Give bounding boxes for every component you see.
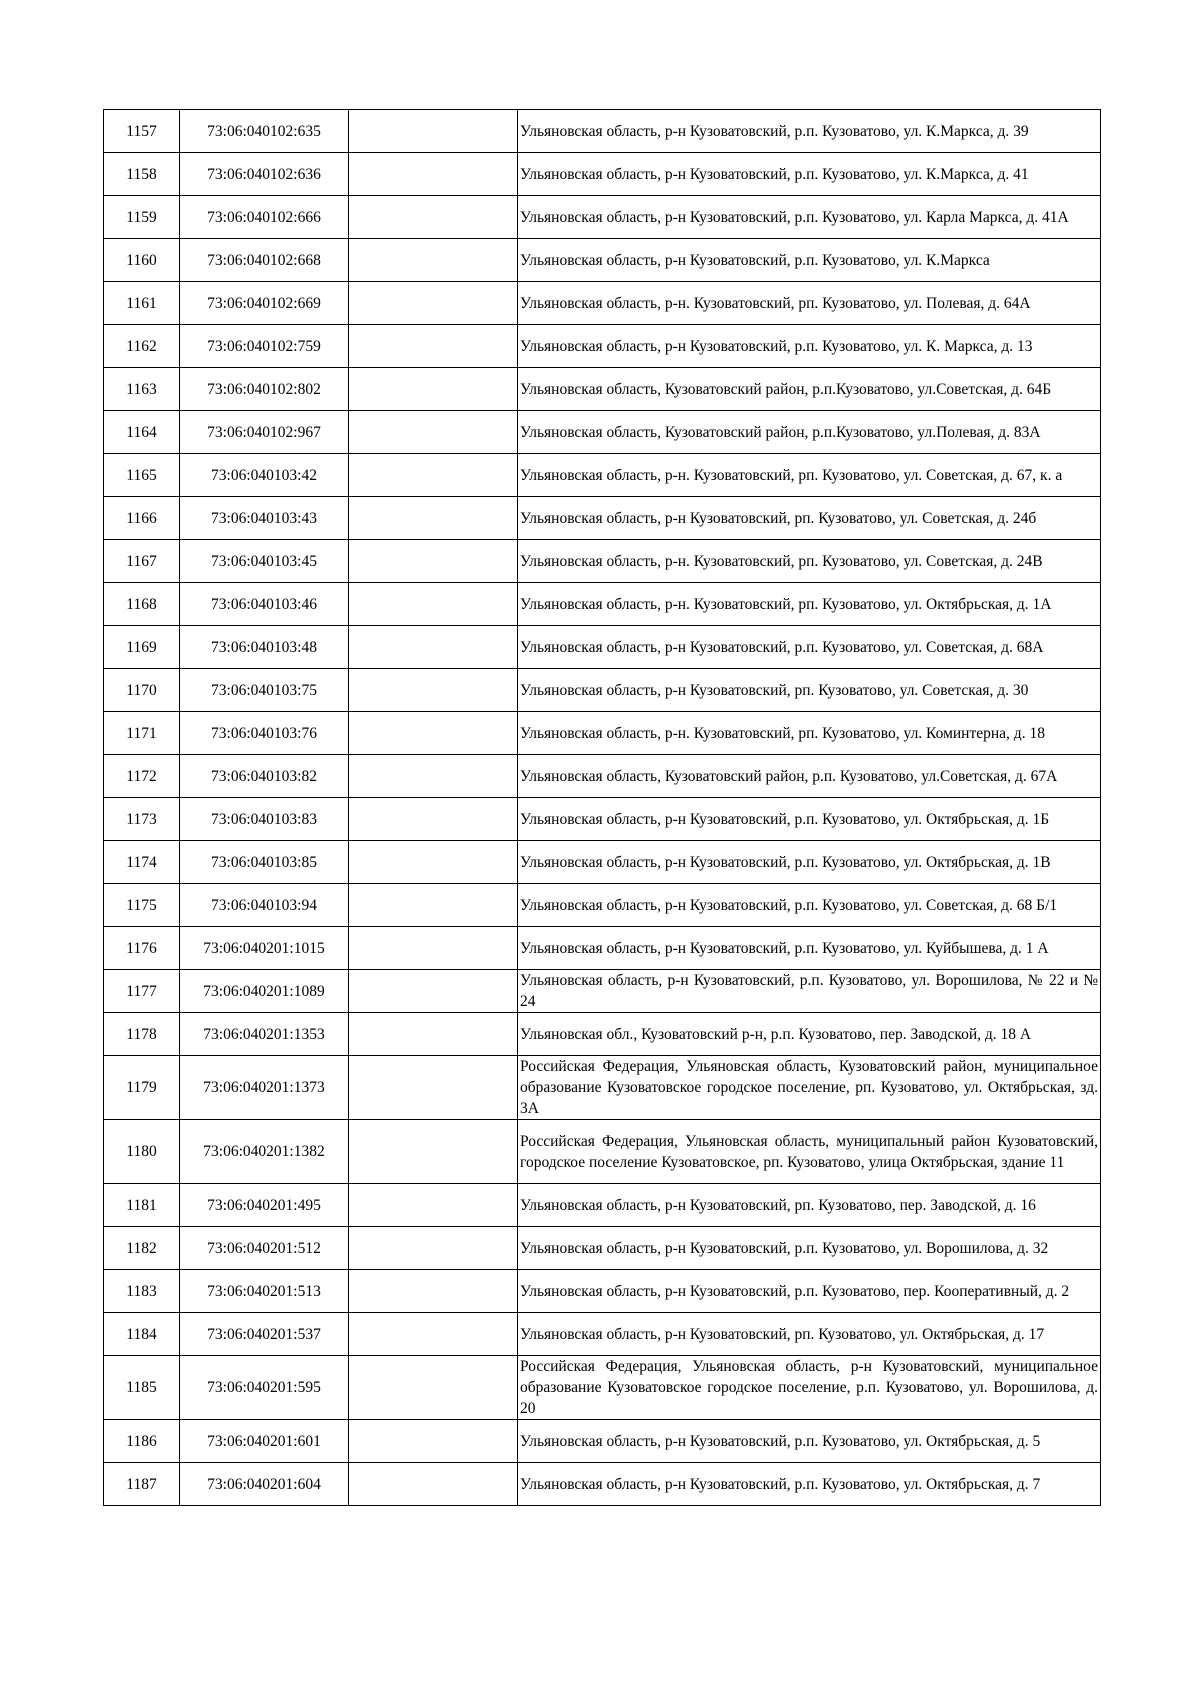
- cadastral-number-cell: 73:06:040103:46: [180, 583, 349, 626]
- table-row: [104, 1120, 1101, 1184]
- empty-cell: [349, 411, 518, 454]
- cadastral-number-cell: 73:06:040103:83: [180, 798, 349, 841]
- empty-cell: [349, 454, 518, 497]
- table-row: [104, 1227, 1101, 1270]
- address-cell: Ульяновская область, р-н Кузоватовский, р.п. Кузоватово, ул. Карла Маркса, д. 41А: [518, 196, 1101, 239]
- row-number-cell: 1174: [104, 841, 180, 884]
- table-row: [104, 841, 1101, 884]
- row-number-cell: 1175: [104, 884, 180, 927]
- cadastral-number-cell: 73:06:040201:595: [180, 1356, 349, 1420]
- address-cell: Ульяновская область, р-н Кузоватовский, р.п. Кузоватово, ул. К.Маркса, д. 39: [518, 110, 1101, 153]
- table-row: [104, 1056, 1101, 1120]
- table-row: [104, 583, 1101, 626]
- table-row: [104, 282, 1101, 325]
- table-row: [104, 626, 1101, 669]
- address-cell: Ульяновская область, р-н Кузоватовский, р.п. Кузоватово, ул. Советская, д. 68А: [518, 626, 1101, 669]
- empty-cell: [349, 798, 518, 841]
- address-cell: Ульяновская область, Кузоватовский район, р.п.Кузоватово, ул.Полевая, д. 83А: [518, 411, 1101, 454]
- row-number-cell: 1167: [104, 540, 180, 583]
- row-number-cell: 1179: [104, 1056, 180, 1120]
- property-table: [103, 109, 1101, 1506]
- table-row: [104, 1463, 1101, 1506]
- empty-cell: [349, 540, 518, 583]
- row-number-cell: 1163: [104, 368, 180, 411]
- empty-cell: [349, 1313, 518, 1356]
- table-row: [104, 1270, 1101, 1313]
- table-row: [104, 1356, 1101, 1420]
- row-number-cell: 1180: [104, 1120, 180, 1184]
- address-cell: Ульяновская область, р-н Кузоватовский, р.п. Кузоватово, ул. Октябрьская, д. 1В: [518, 841, 1101, 884]
- row-number-cell: 1158: [104, 153, 180, 196]
- cadastral-number-cell: 73:06:040103:82: [180, 755, 349, 798]
- address-cell: Ульяновская область, р-н Кузоватовский, р.п. Кузоватово, пер. Кооперативный, д. 2: [518, 1270, 1101, 1313]
- cadastral-number-cell: 73:06:040102:759: [180, 325, 349, 368]
- address-cell: Ульяновская область, Кузоватовский район, р.п. Кузоватово, ул.Советская, д. 67А: [518, 755, 1101, 798]
- empty-cell: [349, 1013, 518, 1056]
- row-number-cell: 1169: [104, 626, 180, 669]
- cadastral-number-cell: 73:06:040201:1353: [180, 1013, 349, 1056]
- address-cell: Ульяновская область, р-н Кузоватовский, р.п. Кузоватово, ул. К.Маркса: [518, 239, 1101, 282]
- empty-cell: [349, 110, 518, 153]
- empty-cell: [349, 1270, 518, 1313]
- row-number-cell: 1165: [104, 454, 180, 497]
- property-table-body: [104, 110, 1101, 1506]
- cadastral-number-cell: 73:06:040201:601: [180, 1420, 349, 1463]
- address-cell: Ульяновская область, р-н Кузоватовский, рп. Кузоватово, ул. Советская, д. 24б: [518, 497, 1101, 540]
- address-cell: Ульяновская область, р-н Кузоватовский, р.п. Кузоватово, ул. К. Маркса, д. 13: [518, 325, 1101, 368]
- row-number-cell: 1157: [104, 110, 180, 153]
- row-number-cell: 1177: [104, 970, 180, 1013]
- empty-cell: [349, 497, 518, 540]
- address-cell: Ульяновская область, р-н Кузоватовский, р.п. Кузоватово, ул. Ворошилова, № 22 и № 24: [518, 970, 1101, 1013]
- empty-cell: [349, 755, 518, 798]
- empty-cell: [349, 368, 518, 411]
- table-row: [104, 712, 1101, 755]
- empty-cell: [349, 669, 518, 712]
- cadastral-number-cell: 73:06:040201:1373: [180, 1056, 349, 1120]
- row-number-cell: 1168: [104, 583, 180, 626]
- cadastral-number-cell: 73:06:040103:45: [180, 540, 349, 583]
- cadastral-number-cell: 73:06:040102:636: [180, 153, 349, 196]
- empty-cell: [349, 1056, 518, 1120]
- empty-cell: [349, 712, 518, 755]
- cadastral-number-cell: 73:06:040102:666: [180, 196, 349, 239]
- cadastral-number-cell: 73:06:040103:48: [180, 626, 349, 669]
- address-cell: Ульяновская область, р-н. Кузоватовский, рп. Кузоватово, ул. Советская, д. 24В: [518, 540, 1101, 583]
- address-cell: Российская Федерация, Ульяновская область, р-н Кузоватовский, муниципальное образование Кузоватовское городское поселение, р.п. Кузоватово, ул. Ворошилова, д. 20: [518, 1356, 1101, 1420]
- cadastral-number-cell: 73:06:040103:43: [180, 497, 349, 540]
- table-row: [104, 669, 1101, 712]
- table-row: [104, 927, 1101, 970]
- row-number-cell: 1173: [104, 798, 180, 841]
- row-number-cell: 1187: [104, 1463, 180, 1506]
- empty-cell: [349, 626, 518, 669]
- table-row: [104, 1420, 1101, 1463]
- document-page: [103, 109, 1100, 1506]
- empty-cell: [349, 1227, 518, 1270]
- row-number-cell: 1161: [104, 282, 180, 325]
- address-cell: Ульяновская область, р-н. Кузоватовский, рп. Кузоватово, ул. Коминтерна, д. 18: [518, 712, 1101, 755]
- cadastral-number-cell: 73:06:040103:85: [180, 841, 349, 884]
- address-cell: Ульяновская область, р-н Кузоватовский, р.п. Кузоватово, ул. К.Маркса, д. 41: [518, 153, 1101, 196]
- table-row: [104, 1313, 1101, 1356]
- address-cell: Ульяновская область, Кузоватовский район, р.п.Кузоватово, ул.Советская, д. 64Б: [518, 368, 1101, 411]
- cadastral-number-cell: 73:06:040103:76: [180, 712, 349, 755]
- cadastral-number-cell: 73:06:040201:604: [180, 1463, 349, 1506]
- table-row: [104, 153, 1101, 196]
- empty-cell: [349, 841, 518, 884]
- empty-cell: [349, 1356, 518, 1420]
- address-cell: Ульяновская область, р-н. Кузоватовский, рп. Кузоватово, ул. Советская, д. 67, к. а: [518, 454, 1101, 497]
- address-cell: Российская Федерация, Ульяновская область, муниципальный район Кузоватовский, городское поселение Кузоватовское, рп. Кузоватово, улица Октябрьская, здание 11: [518, 1120, 1101, 1184]
- cadastral-number-cell: 73:06:040201:1089: [180, 970, 349, 1013]
- empty-cell: [349, 1463, 518, 1506]
- empty-cell: [349, 884, 518, 927]
- table-row: [104, 798, 1101, 841]
- table-row: [104, 1184, 1101, 1227]
- empty-cell: [349, 1420, 518, 1463]
- cadastral-number-cell: 73:06:040102:669: [180, 282, 349, 325]
- address-cell: Ульяновская обл., Кузоватовский р-н, р.п. Кузоватово, пер. Заводской, д. 18 А: [518, 1013, 1101, 1056]
- row-number-cell: 1166: [104, 497, 180, 540]
- address-cell: Ульяновская область, р-н Кузоватовский, рп. Кузоватово, ул. Октябрьская, д. 17: [518, 1313, 1101, 1356]
- empty-cell: [349, 239, 518, 282]
- address-cell: Ульяновская область, р-н Кузоватовский, р.п. Кузоватово, ул. Октябрьская, д. 5: [518, 1420, 1101, 1463]
- row-number-cell: 1164: [104, 411, 180, 454]
- table-row: [104, 110, 1101, 153]
- address-cell: Ульяновская область, р-н Кузоватовский, р.п. Кузоватово, ул. Октябрьская, д. 7: [518, 1463, 1101, 1506]
- table-row: [104, 497, 1101, 540]
- address-cell: Ульяновская область, р-н Кузоватовский, рп. Кузоватово, пер. Заводской, д. 16: [518, 1184, 1101, 1227]
- table-row: [104, 196, 1101, 239]
- empty-cell: [349, 153, 518, 196]
- row-number-cell: 1172: [104, 755, 180, 798]
- table-row: [104, 884, 1101, 927]
- address-cell: Российская Федерация, Ульяновская область, Кузоватовский район, муниципальное образование Кузоватовское городское поселение, рп. Кузоватово, ул. Октябрьская, зд. 3А: [518, 1056, 1101, 1120]
- cadastral-number-cell: 73:06:040102:668: [180, 239, 349, 282]
- row-number-cell: 1183: [104, 1270, 180, 1313]
- address-cell: Ульяновская область, р-н Кузоватовский, р.п. Кузоватово, ул. Ворошилова, д. 32: [518, 1227, 1101, 1270]
- row-number-cell: 1170: [104, 669, 180, 712]
- table-row: [104, 540, 1101, 583]
- cadastral-number-cell: 73:06:040103:94: [180, 884, 349, 927]
- row-number-cell: 1185: [104, 1356, 180, 1420]
- table-row: [104, 368, 1101, 411]
- table-row: [104, 239, 1101, 282]
- cadastral-number-cell: 73:06:040103:42: [180, 454, 349, 497]
- cadastral-number-cell: 73:06:040201:512: [180, 1227, 349, 1270]
- row-number-cell: 1182: [104, 1227, 180, 1270]
- address-cell: Ульяновская область, р-н. Кузоватовский, рп. Кузоватово, ул. Полевая, д. 64А: [518, 282, 1101, 325]
- table-row: [104, 970, 1101, 1013]
- cadastral-number-cell: 73:06:040201:537: [180, 1313, 349, 1356]
- row-number-cell: 1184: [104, 1313, 180, 1356]
- cadastral-number-cell: 73:06:040201:513: [180, 1270, 349, 1313]
- cadastral-number-cell: 73:06:040102:802: [180, 368, 349, 411]
- row-number-cell: 1181: [104, 1184, 180, 1227]
- empty-cell: [349, 583, 518, 626]
- table-row: [104, 454, 1101, 497]
- address-cell: Ульяновская область, р-н Кузоватовский, рп. Кузоватово, ул. Советская, д. 30: [518, 669, 1101, 712]
- table-row: [104, 411, 1101, 454]
- row-number-cell: 1159: [104, 196, 180, 239]
- empty-cell: [349, 1184, 518, 1227]
- row-number-cell: 1160: [104, 239, 180, 282]
- empty-cell: [349, 1120, 518, 1184]
- cadastral-number-cell: 73:06:040201:495: [180, 1184, 349, 1227]
- cadastral-number-cell: 73:06:040102:967: [180, 411, 349, 454]
- empty-cell: [349, 927, 518, 970]
- table-row: [104, 755, 1101, 798]
- empty-cell: [349, 196, 518, 239]
- row-number-cell: 1171: [104, 712, 180, 755]
- row-number-cell: 1178: [104, 1013, 180, 1056]
- empty-cell: [349, 970, 518, 1013]
- address-cell: Ульяновская область, р-н Кузоватовский, р.п. Кузоватово, ул. Советская, д. 68 Б/1: [518, 884, 1101, 927]
- address-cell: Ульяновская область, р-н Кузоватовский, р.п. Кузоватово, ул. Куйбышева, д. 1 А: [518, 927, 1101, 970]
- cadastral-number-cell: 73:06:040201:1015: [180, 927, 349, 970]
- cadastral-number-cell: 73:06:040103:75: [180, 669, 349, 712]
- address-cell: Ульяновская область, р-н Кузоватовский, р.п. Кузоватово, ул. Октябрьская, д. 1Б: [518, 798, 1101, 841]
- table-row: [104, 325, 1101, 368]
- address-cell: Ульяновская область, р-н. Кузоватовский, рп. Кузоватово, ул. Октябрьская, д. 1А: [518, 583, 1101, 626]
- cadastral-number-cell: 73:06:040102:635: [180, 110, 349, 153]
- empty-cell: [349, 325, 518, 368]
- row-number-cell: 1162: [104, 325, 180, 368]
- empty-cell: [349, 282, 518, 325]
- table-row: [104, 1013, 1101, 1056]
- row-number-cell: 1176: [104, 927, 180, 970]
- row-number-cell: 1186: [104, 1420, 180, 1463]
- cadastral-number-cell: 73:06:040201:1382: [180, 1120, 349, 1184]
